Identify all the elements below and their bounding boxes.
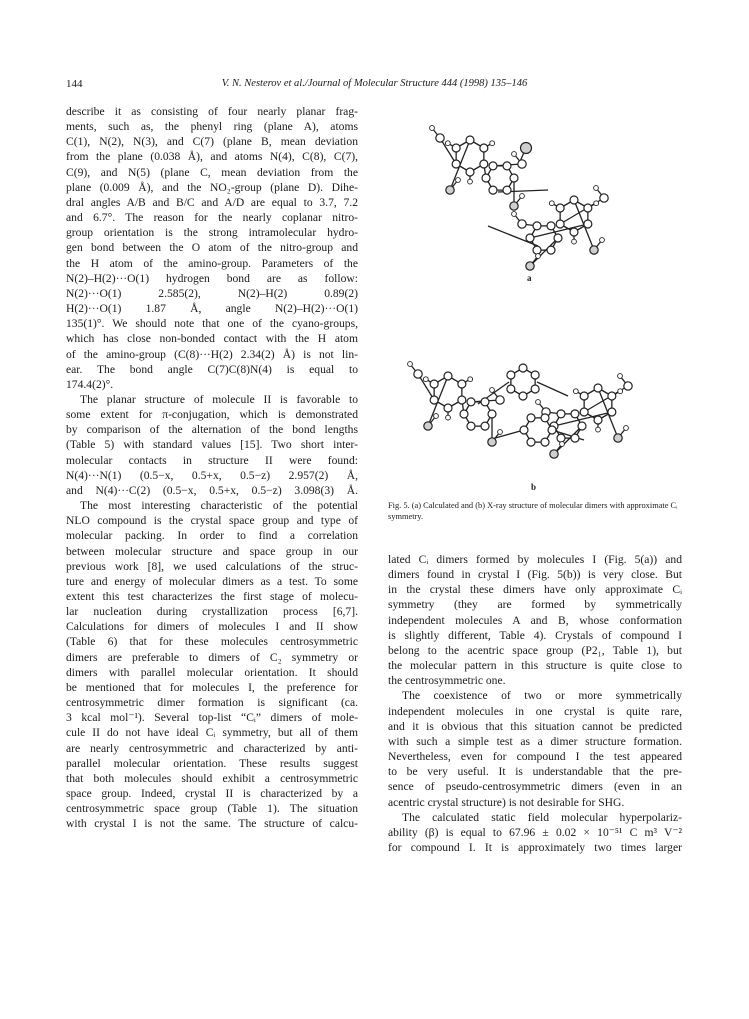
carbon-atom — [580, 392, 588, 400]
carbon-atom — [482, 174, 490, 182]
text-line: which has close non-bonded contact with the H atom — [66, 332, 358, 346]
heteroatom — [510, 202, 518, 210]
hydrogen-atom — [573, 389, 578, 394]
hydrogen-atom — [512, 212, 517, 217]
carbon-atom — [580, 408, 588, 416]
carbon-atom — [488, 410, 496, 418]
hydrogen-atom — [456, 178, 461, 183]
text-line: from the plane (0.038 Å), and atoms N(4), C(8), C(7), — [66, 150, 358, 164]
text-line: between molecular structure and space group in our — [66, 544, 358, 558]
text-line: with such a simple test as a dimer structure formation. — [388, 734, 682, 748]
carbon-atom — [507, 371, 515, 379]
carbon-atom — [570, 196, 578, 204]
text-line: of the amino-group (C(8)···H(2) 2.34(2) Å) is not lin- — [66, 347, 358, 361]
text-line: belong to the acentric space group (P2₁, Table 1), but — [388, 643, 682, 657]
carbon-atom — [594, 384, 602, 392]
text-line: dimers found in crystal I (Fig. 5(b)) is very close. But — [388, 568, 682, 582]
text-line: lar nucleation during crystallization process [6,7]. — [66, 605, 358, 619]
text-line: independent molecules in one crystal is quite rare, — [388, 704, 682, 718]
hydrogen-atom — [560, 442, 565, 447]
text-line: The planar structure of molecule II is favorable to — [80, 392, 358, 406]
text-line: ability (β) is equal to 67.96 ± 0.02 × 10⁻⁵¹ C m³ V⁻² — [388, 825, 682, 839]
carbon-atom — [608, 392, 616, 400]
carbon-atom — [584, 204, 592, 212]
text-line: ear. The bond angle C(7)C(8)N(4) is equal to — [66, 362, 358, 376]
text-line: The calculated static field molecular hyperpolariz- — [402, 810, 682, 824]
carbon-atom — [503, 162, 511, 170]
paragraph-1 — [388, 552, 682, 688]
hydrogen-atom — [490, 141, 495, 146]
text-line: The coexistence of two or more symmetrically — [402, 689, 682, 703]
text-line: N(2)···O(1) 2.585(2), N(2)–H(2) 0.89(2) — [66, 286, 358, 300]
carbon-atom — [557, 434, 565, 442]
carbon-atom — [452, 160, 460, 168]
paragraph-3 — [388, 810, 682, 855]
hydrogen-atom — [468, 377, 473, 382]
carbon-atom — [547, 222, 555, 230]
text-line: ments, such as, the phenyl ring (plane A), atoms — [66, 120, 358, 134]
hydrogen-atom — [600, 238, 605, 243]
text-line: N(4)···N(1) (0.5−x, 0.5+x, 0.5−z) 2.957(2) Å, — [66, 468, 358, 482]
hydrogen-atom — [594, 201, 599, 206]
carbon-atom — [527, 438, 535, 446]
carbon-atom — [519, 392, 527, 400]
carbon-atom — [547, 246, 555, 254]
hydrogen-atom — [549, 201, 554, 206]
hydrogen-atom — [596, 427, 601, 432]
carbon-atom — [541, 414, 549, 422]
hydrogen-atom — [594, 186, 599, 191]
text-line: dimers are preferable to dimers of C₂ symmetry or — [66, 650, 358, 664]
carbon-atom — [460, 410, 468, 418]
carbon-atom — [554, 234, 562, 242]
heteroatom — [488, 438, 496, 446]
carbon-atom — [570, 228, 578, 236]
carbon-atom — [489, 186, 497, 194]
carbon-atom — [458, 396, 466, 404]
heteroatom — [526, 262, 534, 270]
figure-5a-molecular-dimer — [378, 96, 678, 296]
text-line: 174.4(2)°. — [66, 377, 114, 391]
figure-5b-molecular-dimer — [378, 312, 678, 496]
text-line: 135(1)°. We should note that one of the cyano-groups, — [66, 317, 358, 331]
carbon-atom — [480, 144, 488, 152]
text-line: symmetry (they are formed by symmetrically — [388, 598, 682, 612]
carbon-atom — [489, 162, 497, 170]
carbon-atom — [430, 380, 438, 388]
text-line: N(2)–H(2)···O(1) hydrogen bond are as follow: — [66, 271, 358, 285]
carbon-atom — [518, 160, 526, 168]
carbon-atom — [480, 160, 488, 168]
carbon-atom — [444, 372, 452, 380]
carbon-atom — [594, 416, 602, 424]
figure-panel-label-a: a — [527, 273, 532, 283]
text-line: for compound I. It is approximately two times larger — [388, 840, 682, 854]
carbon-atom — [467, 398, 475, 406]
left-column — [66, 104, 358, 832]
paragraph-2 — [66, 392, 358, 498]
hydrogen-atom — [618, 389, 623, 394]
hydrogen-atom — [618, 374, 623, 379]
hydrogen-atom — [434, 414, 439, 419]
carbon-atom — [414, 370, 422, 378]
text-line: 3 kcal mol⁻¹). Several top-list “Cᵢ” dimers of mole- — [66, 711, 358, 725]
carbon-atom — [527, 414, 535, 422]
text-line: gen bond between the O atom of the nitro-group and — [66, 241, 358, 255]
text-line: sence of pseudo-centrosymmetric dimers (even in an — [388, 780, 682, 794]
text-line: and 6.7°. The reason for the nearly coplanar nitro- — [66, 211, 358, 225]
text-line: previous work [8], we used calculations of the struc- — [66, 559, 358, 573]
hydrogen-atom — [423, 377, 428, 382]
carbon-atom — [481, 422, 489, 430]
text-line: to be very useful. It is understandable that the pre- — [388, 765, 682, 779]
carbon-atom — [496, 396, 504, 404]
text-line: cule II do not have ideal Cᵢ symmetry, but all of them — [66, 726, 358, 740]
hydrogen-atom — [445, 141, 450, 146]
carbon-atom — [436, 134, 444, 142]
carbon-atom — [557, 410, 565, 418]
text-line: lated Cᵢ dimers formed by molecules I (Fig. 5(a)) and — [388, 553, 682, 566]
text-line: by comparison of the alternation of the bond lengths — [66, 423, 358, 437]
text-line: NLO compound is the crystal space group and type of — [66, 514, 358, 528]
right-column — [388, 552, 682, 855]
text-line: is slightly different, Table 4). Crystals of compound I — [388, 628, 682, 642]
text-line: (Table 6) that for these molecules centrosymmetric — [66, 635, 358, 649]
text-line: (Table 5) with standard values [15]. Two short inter- — [66, 438, 358, 452]
hydrogen-atom — [536, 254, 541, 259]
paragraph-2 — [388, 688, 682, 809]
text-line: describe it as consisting of four nearly planar frag- — [66, 105, 358, 118]
carbon-atom — [444, 404, 452, 412]
carbon-atom — [503, 186, 511, 194]
text-line: in the crystal these dimers have only approximate Cᵢ — [388, 583, 682, 597]
carbon-atom — [556, 204, 564, 212]
carbon-atom — [541, 438, 549, 446]
text-line: extent this test characterizes the first stage of molecu- — [66, 590, 358, 603]
text-line: molecular packing. In order to find a correlation — [66, 529, 358, 543]
heteroatom — [424, 422, 432, 430]
text-line: the centrosymmetric one. — [388, 674, 506, 688]
carbon-atom — [458, 380, 466, 388]
carbon-atom — [430, 396, 438, 404]
carbon-atom — [467, 422, 475, 430]
text-line: space group. Indeed, crystal II is characterized by a — [66, 787, 358, 801]
carbon-atom — [518, 220, 526, 228]
text-line: be mentioned that for molecules I, the preference for — [66, 680, 358, 694]
heteroatom — [590, 246, 598, 254]
text-line: ture and energy of molecular dimers as a test. To some — [66, 574, 358, 588]
carbon-atom — [507, 385, 515, 393]
carbon-atom — [531, 371, 539, 379]
running-head: V. N. Nesterov et al./Journal of Molecular Structure 444 (1998) 135–146 — [221, 78, 528, 89]
text-line: and it is obvious that this situation cannot be predicted — [388, 719, 682, 733]
text-line: some extent for π-conjugation, which is demonstrated — [66, 408, 358, 422]
text-line: are nearly centrosymmetric and characterized by anti- — [66, 741, 358, 755]
text-line: the molecular pattern in this structure is quite close to — [388, 659, 682, 673]
heteroatom — [521, 143, 532, 154]
text-line: dimers with parallel molecular orientation. It should — [66, 665, 358, 679]
text-line: centrosymmetric dimer formation is significant (ca. — [66, 696, 358, 710]
carbon-atom — [571, 410, 579, 418]
text-line: parallel molecular orientation. These results suggest — [66, 756, 358, 770]
text-line: with crystal I is not the same. The structure of calcu- — [66, 817, 358, 831]
carbon-atom — [600, 194, 608, 202]
carbon-atom — [466, 136, 474, 144]
text-line: centrosymmetric space group (Table 1). The situation — [66, 802, 358, 816]
carbon-atom — [481, 398, 489, 406]
hydrogen-atom — [498, 430, 503, 435]
carbon-atom — [533, 222, 541, 230]
carbon-atom — [452, 144, 460, 152]
text-line: group orientation is the strong intramolecular hydro- — [66, 226, 358, 240]
carbon-atom — [519, 364, 527, 372]
text-line: C(9), and N(5) (plane C, mean deviation from the — [66, 165, 358, 179]
carbon-atom — [578, 422, 586, 430]
carbon-atom — [608, 408, 616, 416]
carbon-atom — [520, 426, 528, 434]
carbon-atom — [548, 426, 556, 434]
hydrogen-atom — [536, 400, 541, 405]
text-line: independent molecules A and B, whose conformation — [388, 613, 682, 627]
heteroatom — [614, 434, 622, 442]
hydrogen-atom — [624, 426, 629, 431]
hydrogen-atom — [520, 194, 525, 199]
carbon-atom — [526, 234, 534, 242]
heteroatom — [550, 450, 558, 458]
paragraph-3 — [66, 498, 358, 831]
hydrogen-atom — [490, 388, 495, 393]
carbon-atom — [584, 220, 592, 228]
text-line: molecular contacts in structure II were found: — [66, 453, 358, 467]
text-line: plane (0.009 Å), and the NO₂-group (plane D). Dihe- — [66, 180, 358, 194]
carbon-atom — [624, 382, 632, 390]
text-line: Nevertheless, even for compound I the test appeared — [388, 750, 682, 764]
text-line: dral angles A/B and B/C and A/D are equal to 3.7, 7.2 — [66, 195, 358, 209]
carbon-atom — [533, 246, 541, 254]
text-line: Calculations for dimers of molecules I and II show — [66, 620, 358, 634]
hydrogen-atom — [430, 126, 435, 131]
figure-caption: Fig. 5. (a) Calculated and (b) X-ray structure of molecular dimers with approximate Cᵢ symmetry. — [388, 501, 678, 521]
carbon-atom — [466, 168, 474, 176]
text-line: that both molecules should exhibit a centrosymmetric — [66, 771, 358, 785]
carbon-atom — [556, 220, 564, 228]
carbon-atom — [571, 434, 579, 442]
page-number: 144 — [66, 78, 83, 90]
carbon-atom — [510, 174, 518, 182]
hydrogen-atom — [446, 415, 451, 420]
heteroatom — [446, 186, 454, 194]
hydrogen-atom — [468, 179, 473, 184]
hydrogen-atom — [512, 152, 517, 157]
figure-panel-label-b: b — [531, 482, 537, 492]
text-line: acentric crystal structure) is not desirable for SHG. — [388, 795, 625, 809]
carbon-atom — [531, 385, 539, 393]
bond — [537, 382, 568, 396]
text-line: C(1), N(2), N(3), and C(7) (plane B, mean deviation — [66, 135, 358, 149]
text-line: the H atom of the amino-group. Parameters of the — [66, 256, 358, 270]
text-line: H(2)···O(1) 1.87 Å, angle N(2)–H(2)···O(1) — [66, 302, 358, 316]
text-line: The most interesting characteristic of the potential — [80, 499, 358, 513]
paragraph-1 — [66, 104, 358, 392]
hydrogen-atom — [408, 362, 413, 367]
text-line: and N(4)···C(2) (0.5−x, 0.5+x, 0.5−z) 3.098(3) Å. — [66, 483, 358, 497]
hydrogen-atom — [572, 239, 577, 244]
